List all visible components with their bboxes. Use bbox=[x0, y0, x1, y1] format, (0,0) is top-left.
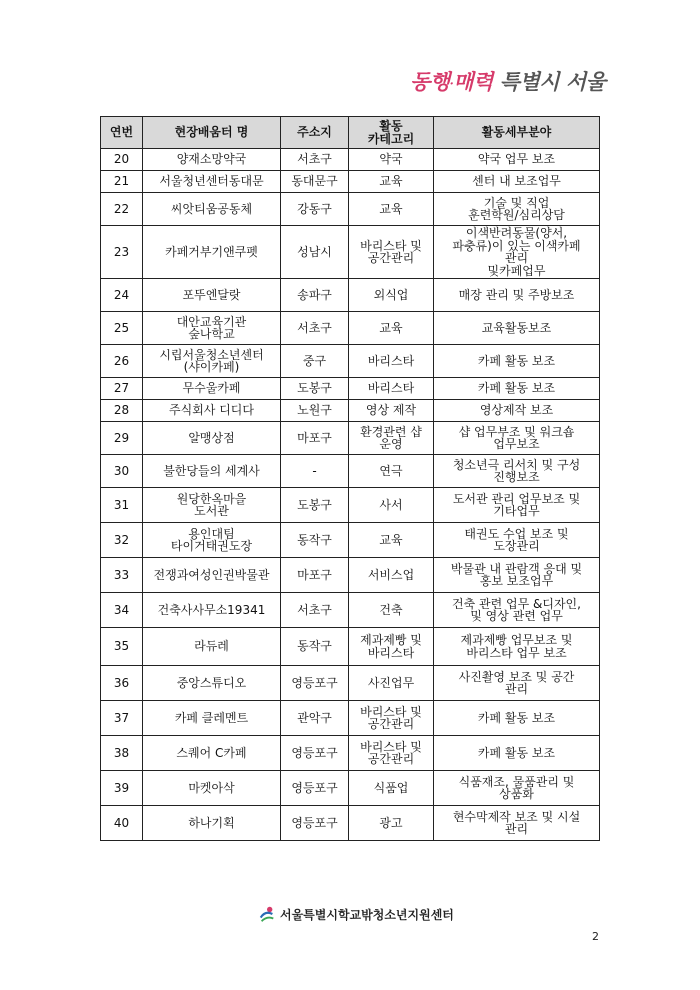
column-site-name-cell: 건축사사무소19341 bbox=[143, 593, 281, 628]
table-row bbox=[101, 312, 600, 345]
column-detail-cell: 카페 활동 보조 bbox=[434, 701, 600, 736]
column-address-cell: 도봉구 bbox=[281, 488, 349, 523]
column-detail-cell: 도서관 관리 업무보조 및 기타업무 bbox=[434, 488, 600, 523]
column-address-cell: 영등포구 bbox=[281, 736, 349, 771]
column-address-cell: 송파구 bbox=[281, 279, 349, 312]
column-site-name-header: 현장배움터 명 bbox=[143, 117, 281, 149]
column-site-name-cell: 씨앗티움공동체 bbox=[143, 193, 281, 226]
table-row bbox=[101, 226, 600, 279]
center-logo-icon bbox=[258, 905, 276, 923]
column-address-header: 주소지 bbox=[281, 117, 349, 149]
column-site-name-cell: 주식회사 디디다 bbox=[143, 400, 281, 422]
column-category-cell: 교육 bbox=[349, 523, 434, 558]
column-address-cell: 동작구 bbox=[281, 628, 349, 666]
column-address-cell: 서초구 bbox=[281, 593, 349, 628]
column-seq-cell: 23 bbox=[101, 226, 143, 279]
table-row bbox=[101, 666, 600, 701]
column-seq-cell: 24 bbox=[101, 279, 143, 312]
column-category-cell: 바리스타 bbox=[349, 378, 434, 400]
column-detail-cell: 센터 내 보조업무 bbox=[434, 171, 600, 193]
column-seq-cell: 31 bbox=[101, 488, 143, 523]
column-address-cell: 마포구 bbox=[281, 558, 349, 593]
column-category-cell: 영상 제작 bbox=[349, 400, 434, 422]
column-category-cell: 광고 bbox=[349, 806, 434, 841]
table-row bbox=[101, 455, 600, 488]
column-category-cell: 바리스타 및 공간관리 bbox=[349, 226, 434, 279]
column-detail-cell: 박물관 내 관람객 응대 및 홍보 보조업무 bbox=[434, 558, 600, 593]
column-site-name-cell: 중앙스튜디오 bbox=[143, 666, 281, 701]
column-address-cell: 서초구 bbox=[281, 149, 349, 171]
column-detail-cell: 카페 활동 보조 bbox=[434, 378, 600, 400]
column-seq-cell: 25 bbox=[101, 312, 143, 345]
column-address-cell: 서초구 bbox=[281, 312, 349, 345]
table-row bbox=[101, 193, 600, 226]
column-category-cell: 서비스업 bbox=[349, 558, 434, 593]
table-row bbox=[101, 422, 600, 455]
column-detail-cell: 제과제빵 업무보조 및 바리스타 업무 보조 bbox=[434, 628, 600, 666]
column-address-cell: 중구 bbox=[281, 345, 349, 378]
footer bbox=[258, 905, 454, 923]
column-category-cell: 제과제빵 및 바리스타 bbox=[349, 628, 434, 666]
column-seq-cell: 33 bbox=[101, 558, 143, 593]
table-header-row bbox=[101, 117, 600, 149]
column-site-name-cell: 라듀레 bbox=[143, 628, 281, 666]
column-site-name-cell: 스퀘어 C카페 bbox=[143, 736, 281, 771]
table-row bbox=[101, 171, 600, 193]
column-category-cell: 교육 bbox=[349, 171, 434, 193]
table-row bbox=[101, 488, 600, 523]
column-address-cell: 영등포구 bbox=[281, 666, 349, 701]
column-category-cell: 사진업무 bbox=[349, 666, 434, 701]
field-learning-site-table bbox=[100, 116, 600, 841]
seoul-slogan-logo bbox=[410, 66, 605, 96]
column-detail-cell: 사진촬영 보조 및 공간 관리 bbox=[434, 666, 600, 701]
column-site-name-cell: 하나기획 bbox=[143, 806, 281, 841]
table-row bbox=[101, 771, 600, 806]
table-row bbox=[101, 149, 600, 171]
column-category-cell: 바리스타 및 공간관리 bbox=[349, 736, 434, 771]
column-seq-cell: 30 bbox=[101, 455, 143, 488]
column-address-cell: 관악구 bbox=[281, 701, 349, 736]
logo-part-1: 동행 bbox=[410, 69, 450, 94]
column-address-cell: - bbox=[281, 455, 349, 488]
column-seq-cell: 26 bbox=[101, 345, 143, 378]
column-address-cell: 강동구 bbox=[281, 193, 349, 226]
column-category-cell: 외식업 bbox=[349, 279, 434, 312]
column-category-cell: 사서 bbox=[349, 488, 434, 523]
column-detail-cell: 청소년극 리서치 및 구성 진행보조 bbox=[434, 455, 600, 488]
column-address-cell: 동대문구 bbox=[281, 171, 349, 193]
column-site-name-cell: 카페거부기앤쿠펫 bbox=[143, 226, 281, 279]
column-site-name-cell: 무수울카페 bbox=[143, 378, 281, 400]
column-address-cell: 노원구 bbox=[281, 400, 349, 422]
column-detail-cell: 태권도 수업 보조 및 도장관리 bbox=[434, 523, 600, 558]
column-detail-cell: 영상제작 보조 bbox=[434, 400, 600, 422]
column-site-name-cell: 원당한옥마을 도서관 bbox=[143, 488, 281, 523]
column-seq-cell: 22 bbox=[101, 193, 143, 226]
column-category-cell: 연극 bbox=[349, 455, 434, 488]
column-category-cell: 바리스타 및 공간관리 bbox=[349, 701, 434, 736]
column-seq-cell: 35 bbox=[101, 628, 143, 666]
column-seq-cell: 39 bbox=[101, 771, 143, 806]
table-row bbox=[101, 628, 600, 666]
column-detail-cell: 매장 관리 및 주방보조 bbox=[434, 279, 600, 312]
logo-dot: · bbox=[449, 76, 454, 91]
table-row bbox=[101, 593, 600, 628]
column-address-cell: 성남시 bbox=[281, 226, 349, 279]
column-detail-cell: 카페 활동 보조 bbox=[434, 736, 600, 771]
column-detail-cell: 건축 관련 업무 &디자인, 및 영상 관련 업무 bbox=[434, 593, 600, 628]
table-row bbox=[101, 345, 600, 378]
column-seq-cell: 36 bbox=[101, 666, 143, 701]
table-row bbox=[101, 806, 600, 841]
table-row bbox=[101, 400, 600, 422]
column-seq-cell: 21 bbox=[101, 171, 143, 193]
column-site-name-cell: 알맹상점 bbox=[143, 422, 281, 455]
column-seq-cell: 38 bbox=[101, 736, 143, 771]
column-seq-cell: 20 bbox=[101, 149, 143, 171]
column-site-name-cell: 카페 클레멘트 bbox=[143, 701, 281, 736]
column-category-cell: 식품업 bbox=[349, 771, 434, 806]
table-row bbox=[101, 523, 600, 558]
column-seq-cell: 29 bbox=[101, 422, 143, 455]
column-detail-cell: 샵 업무부조 및 워크숍 업무보조 bbox=[434, 422, 600, 455]
column-seq-cell: 40 bbox=[101, 806, 143, 841]
column-category-cell: 교육 bbox=[349, 312, 434, 345]
column-detail-cell: 이색반려동물(양서, 파충류)이 있는 이색카페 관리 및카페업무 bbox=[434, 226, 600, 279]
column-detail-cell: 현수막제작 보조 및 시설 관리 bbox=[434, 806, 600, 841]
column-seq-cell: 32 bbox=[101, 523, 143, 558]
column-category-cell: 환경관련 샵 운영 bbox=[349, 422, 434, 455]
column-detail-header: 활동세부분야 bbox=[434, 117, 600, 149]
column-seq-cell: 28 bbox=[101, 400, 143, 422]
table-row bbox=[101, 736, 600, 771]
table-row bbox=[101, 558, 600, 593]
table-row bbox=[101, 378, 600, 400]
column-site-name-cell: 양재소망약국 bbox=[143, 149, 281, 171]
column-address-cell: 영등포구 bbox=[281, 806, 349, 841]
column-address-cell: 도봉구 bbox=[281, 378, 349, 400]
column-detail-cell: 약국 업무 보조 bbox=[434, 149, 600, 171]
column-category-cell: 약국 bbox=[349, 149, 434, 171]
column-detail-cell: 기술 및 직업 훈련학원/심리상담 bbox=[434, 193, 600, 226]
column-site-name-cell: 대안교육기관 숲나학교 bbox=[143, 312, 281, 345]
column-site-name-cell: 마켓아삭 bbox=[143, 771, 281, 806]
table-body bbox=[101, 149, 600, 841]
column-site-name-cell: 불한당들의 세계사 bbox=[143, 455, 281, 488]
page-number: 2 bbox=[592, 930, 599, 943]
column-seq-cell: 34 bbox=[101, 593, 143, 628]
column-address-cell: 동작구 bbox=[281, 523, 349, 558]
table-row bbox=[101, 701, 600, 736]
column-site-name-cell: 서울청년센터동대문 bbox=[143, 171, 281, 193]
column-site-name-cell: 전쟁과여성인권박물관 bbox=[143, 558, 281, 593]
logo-part-3: 특별시 서울 bbox=[499, 69, 606, 94]
column-site-name-cell: 포뚜엔달랏 bbox=[143, 279, 281, 312]
column-detail-cell: 식품재조, 물품관리 및 상품화 bbox=[434, 771, 600, 806]
column-detail-cell: 카페 활동 보조 bbox=[434, 345, 600, 378]
column-address-cell: 마포구 bbox=[281, 422, 349, 455]
table-row bbox=[101, 279, 600, 312]
column-seq-header: 연번 bbox=[101, 117, 143, 149]
column-category-cell: 교육 bbox=[349, 193, 434, 226]
column-seq-cell: 37 bbox=[101, 701, 143, 736]
column-category-header: 활동 카테고리 bbox=[349, 117, 434, 149]
column-detail-cell: 교육활동보조 bbox=[434, 312, 600, 345]
column-category-cell: 건축 bbox=[349, 593, 434, 628]
column-address-cell: 영등포구 bbox=[281, 771, 349, 806]
column-site-name-cell: 용인대팀 타이거태권도장 bbox=[143, 523, 281, 558]
footer-organization-name: 서울특별시학교밖청소년지원센터 bbox=[280, 907, 454, 922]
logo-part-2: 매력 bbox=[453, 69, 493, 94]
column-category-cell: 바리스타 bbox=[349, 345, 434, 378]
column-seq-cell: 27 bbox=[101, 378, 143, 400]
column-site-name-cell: 시립서울청소년센터 (샤이카페) bbox=[143, 345, 281, 378]
